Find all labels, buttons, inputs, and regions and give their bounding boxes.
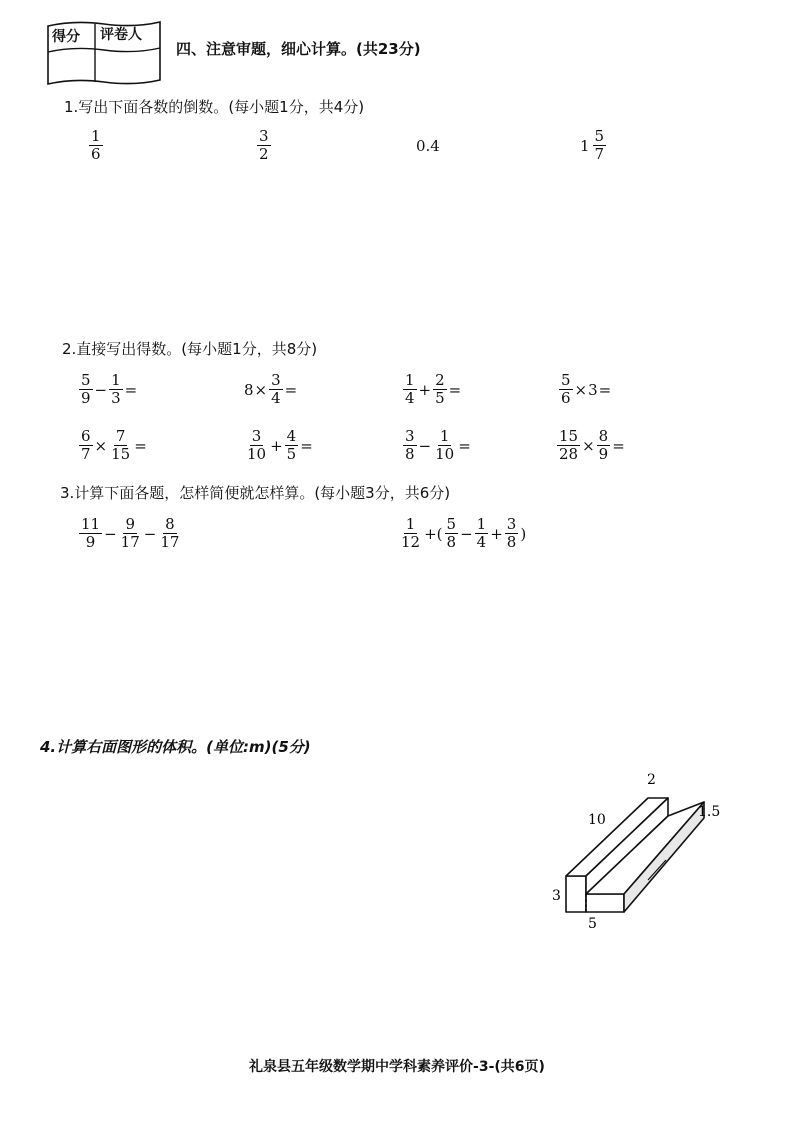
- grader-label: 评卷人: [100, 27, 142, 43]
- q2-r2-e4: $\frac{15}{28}$ × $\frac{8}{9}$ =: [559, 427, 625, 463]
- q2-r2-e2: $\frac{3}{10}$ + $\frac{4}{5}$ =: [247, 427, 313, 463]
- l-shaped-prism-drawing: [548, 768, 728, 938]
- dim-top: 2: [647, 772, 656, 788]
- dim-length: 10: [588, 812, 606, 828]
- q2-r1-e3: $\frac{1}{4}$ + $\frac{2}{5}$ =: [405, 371, 462, 407]
- q1-item-4: 1 $\frac{5}{7}$: [580, 127, 605, 163]
- q1-item-1: $\frac{1}{6}$: [91, 127, 101, 163]
- q2-r2-e3: $\frac{3}{8}$ − $\frac{1}{10}$ =: [405, 427, 471, 463]
- score-label: 得分: [52, 29, 80, 45]
- dim-right: 1.5: [698, 804, 721, 820]
- solid-figure: [548, 768, 728, 938]
- q2-r1-e1: $\frac{5}{9}$ − $\frac{1}{3}$ =: [81, 371, 138, 407]
- q2-r1-e2: 8 × $\frac{3}{4}$ =: [244, 371, 298, 407]
- q1-item-3: 0.4: [416, 137, 440, 155]
- section-title: 四、注意审题，细心计算。(共23分): [176, 40, 421, 58]
- dim-height: 3: [552, 888, 561, 904]
- q3-prompt: 3.计算下面各题，怎样简便就怎样算。(每小题3分，共6分): [60, 484, 451, 502]
- q4-prompt: 4.计算右面图形的体积。(单位:m)(5分): [40, 738, 311, 756]
- q3-expr-1: $\frac{11}{9}$ − $\frac{9}{17}$ − $\frac{8}{17}$: [81, 515, 180, 551]
- q2-prompt: 2.直接写出得数。(每小题1分，共8分): [62, 340, 318, 358]
- page-footer: 礼泉县五年级数学期中学科素养评价-3-(共6页): [249, 1059, 545, 1075]
- score-box: [44, 18, 164, 86]
- q2-r2-e1: $\frac{6}{7}$ × $\frac{7}{15}$ =: [81, 427, 147, 463]
- q1-prompt: 1.写出下面各数的倒数。(每小题1分，共4分): [64, 98, 365, 116]
- q3-expr-2: $\frac{1}{12}$ +( $\frac{5}{8}$ − $\frac{1}{4}$ + $\frac{3}{8}$ ): [401, 515, 527, 551]
- dim-bottom: 5: [588, 916, 597, 932]
- q1-item-2: $\frac{3}{2}$: [259, 127, 269, 163]
- q2-r1-e4: $\frac{5}{6}$ × 3 =: [561, 371, 612, 407]
